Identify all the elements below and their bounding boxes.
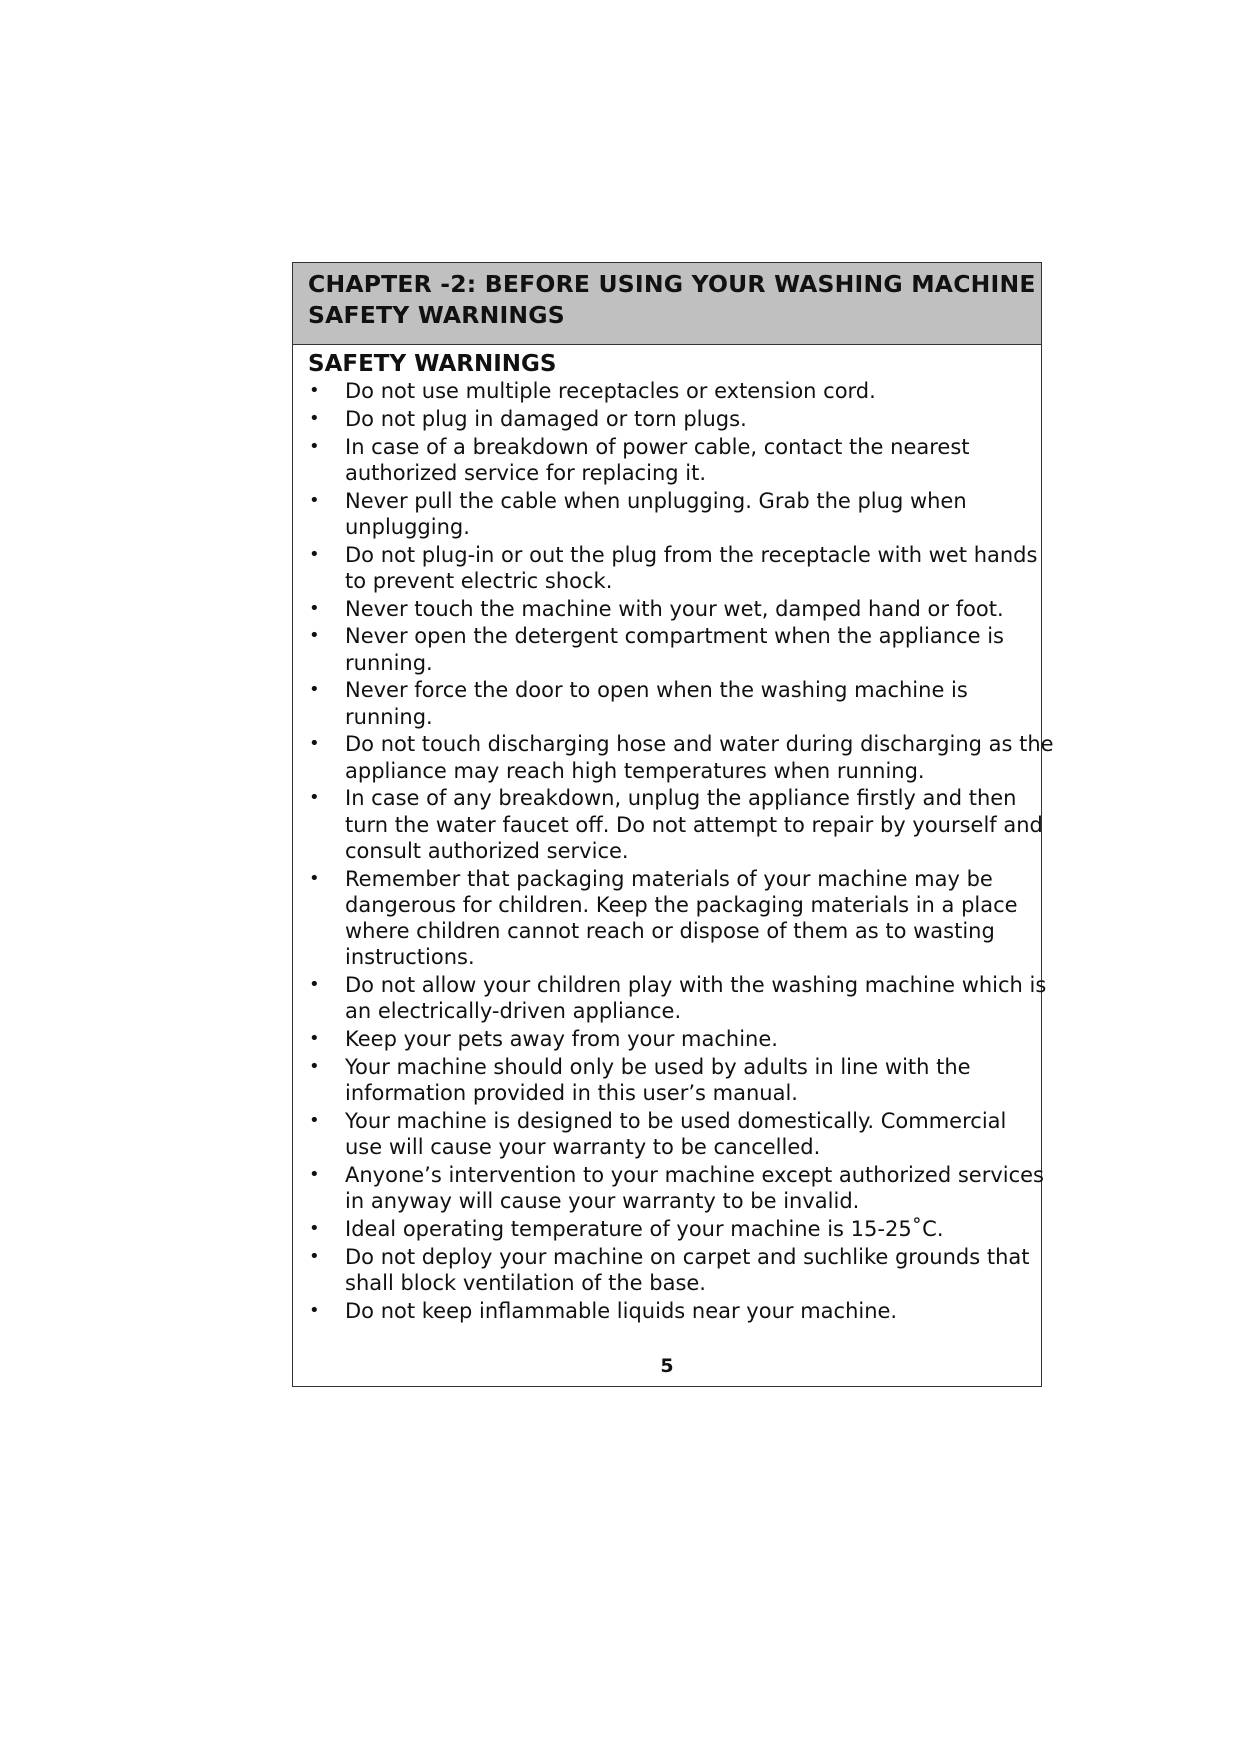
- bullet-icon: •: [309, 1245, 320, 1267]
- list-item-line: Do not plug in damaged or torn plugs.: [345, 406, 747, 431]
- list-item-line: Your machine is designed to be used domestically. Commercial: [345, 1108, 1007, 1133]
- bullet-icon: •: [309, 1299, 320, 1321]
- list-item: [308, 596, 1027, 622]
- list-item: [308, 542, 1038, 594]
- list-item-line: Never pull the cable when unplugging. Grab the plug when: [345, 488, 967, 513]
- chapter-title: CHAPTER -2: BEFORE USING YOUR WASHING MACHINE: [308, 270, 1036, 298]
- bullet-icon: •: [309, 1163, 320, 1185]
- list-item-line: Never force the door to open when the washing machine is: [345, 678, 968, 703]
- list-item-line: information provided in this user’s manual.: [345, 1081, 798, 1105]
- list-item-line: to prevent electric shock.: [345, 568, 613, 593]
- bullet-icon: •: [309, 489, 320, 511]
- bullet-icon: •: [309, 867, 320, 889]
- list-item: [308, 406, 1027, 432]
- list-item: [308, 731, 1054, 783]
- list-item-line: Do not use multiple receptacles or extension cord.: [345, 379, 876, 403]
- section-title: SAFETY WARNINGS: [308, 351, 557, 377]
- list-item: [308, 488, 1027, 540]
- list-item: [308, 866, 1027, 971]
- bullet-icon: •: [309, 974, 320, 995]
- list-item: [308, 378, 1027, 404]
- list-item-line: where children cannot reach or dispose of them as to wasting: [345, 919, 995, 943]
- list-item: [308, 1162, 1044, 1214]
- list-item-line: Do not plug-in or out the plug from the receptacle with wet hands: [345, 542, 1038, 567]
- bullet-icon: •: [309, 380, 320, 401]
- list-item-line: In case of any breakdown, unplug the appliance firstly and then: [345, 786, 1017, 811]
- chapter-subtitle: SAFETY WARNINGS: [308, 301, 565, 329]
- list-item: [308, 1298, 1027, 1324]
- list-item-line: consult authorized service.: [345, 838, 629, 863]
- list-item-line: authorized service for replacing it.: [345, 460, 706, 485]
- list-item-line: Do not keep inflammable liquids near your machine.: [345, 1298, 898, 1323]
- list-item-line: in anyway will cause your warranty to be invalid.: [345, 1189, 860, 1213]
- list-item-line: turn the water faucet off. Do not attempt to repair by yourself and: [345, 812, 1043, 837]
- list-item: [308, 677, 1027, 729]
- bullet-icon: •: [309, 733, 320, 755]
- list-item-line: In case of a breakdown of power cable, contact the nearest: [345, 434, 970, 459]
- safety-warnings-section: [293, 345, 1054, 1324]
- list-item-line: running.: [345, 650, 433, 675]
- list-item-line: shall block ventilation of the base.: [345, 1270, 706, 1295]
- bullet-icon: •: [309, 1055, 320, 1077]
- bullet-icon: •: [309, 787, 320, 809]
- list-item-line: Ideal operating temperature of your machine is 15-25˚C.: [345, 1216, 944, 1241]
- bullet-icon: •: [309, 1217, 320, 1239]
- list-item-line: Never open the detergent compartment when the appliance is: [345, 624, 1004, 649]
- safety-warnings-list: [308, 378, 1054, 1324]
- manual-page-frame: [292, 262, 1054, 1387]
- list-item: [308, 1026, 1027, 1052]
- page-number: 5: [660, 1355, 674, 1377]
- list-item-line: use will cause your warranty to be cancelled.: [345, 1135, 821, 1159]
- list-item: [308, 1054, 1027, 1106]
- bullet-icon: •: [309, 543, 320, 565]
- list-item: [308, 1108, 1027, 1160]
- bullet-icon: •: [309, 435, 320, 457]
- bullet-icon: •: [309, 1028, 320, 1049]
- list-item-line: Anyone’s intervention to your machine except authorized services: [345, 1162, 1044, 1187]
- list-item-line: an electrically-driven appliance.: [345, 999, 682, 1024]
- bullet-icon: •: [309, 407, 320, 429]
- bullet-icon: •: [309, 679, 320, 701]
- list-item: [308, 623, 1027, 675]
- list-item-line: dangerous for children. Keep the packaging materials in a place: [345, 892, 1018, 917]
- list-item-line: Do not deploy your machine on carpet and suchlike grounds that: [345, 1244, 1030, 1269]
- list-item: [308, 1216, 1027, 1242]
- list-item-line: Do not allow your children play with the washing machine which is: [345, 973, 1047, 997]
- bullet-icon: •: [309, 625, 320, 647]
- list-item-line: running.: [345, 704, 433, 729]
- list-item-line: Your machine should only be used by adults in line with the: [345, 1054, 971, 1079]
- list-item: [308, 1244, 1030, 1296]
- list-item: [308, 785, 1043, 864]
- bullet-icon: •: [309, 1109, 320, 1131]
- chapter-header: [293, 263, 1041, 345]
- list-item-line: instructions.: [345, 945, 475, 970]
- list-item-line: Remember that packaging materials of your machine may be: [345, 866, 993, 891]
- bullet-icon: •: [309, 597, 320, 619]
- list-item-line: Never touch the machine with your wet, damped hand or foot.: [345, 596, 1004, 621]
- list-item-line: Do not touch discharging hose and water during discharging as the: [345, 732, 1054, 757]
- list-item-line: unplugging.: [345, 514, 470, 539]
- list-item: [308, 972, 1047, 1024]
- list-item: [308, 434, 1027, 486]
- list-item-line: Keep your pets away from your machine.: [345, 1027, 778, 1051]
- list-item-line: appliance may reach high temperatures when running.: [345, 758, 925, 783]
